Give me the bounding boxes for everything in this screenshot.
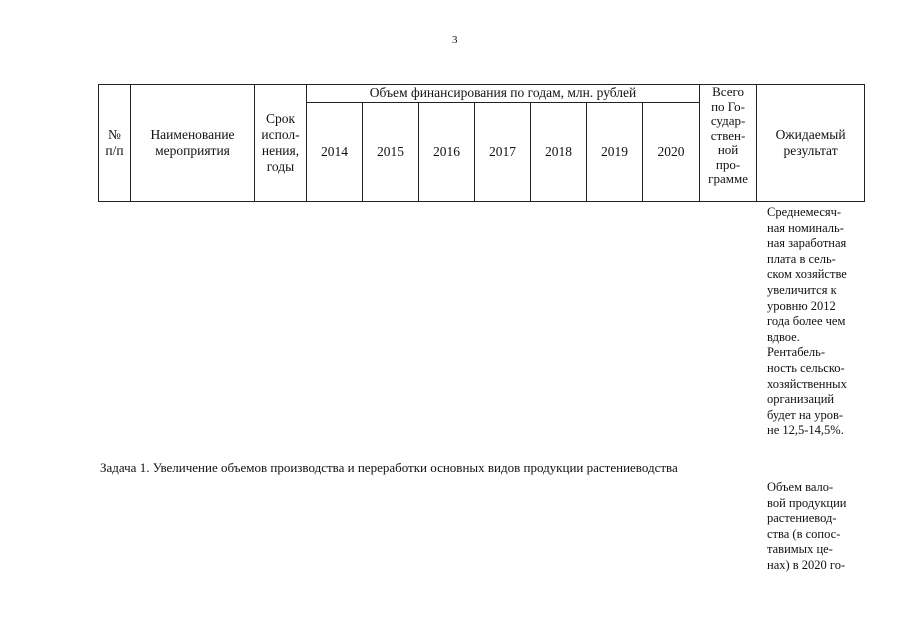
year-header: 2016: [419, 103, 475, 202]
col-header-total: Всего по Го- судар- ствен- ной про- грамме: [700, 85, 757, 202]
year-header: 2017: [475, 103, 531, 202]
page-number: 3: [452, 34, 458, 46]
expected-result-text: Объем вало- вой продукции растениевод- ства (в сопос- тавимых це- нах) в 2020 го-: [767, 480, 847, 572]
col-header-number: № п/п: [99, 85, 131, 202]
table-header: [98, 84, 865, 202]
col-header-term: Срок испол- нения, годы: [255, 85, 307, 202]
funding-header: Объем финансирования по годам, млн. рублей: [307, 85, 700, 103]
year-header: 2015: [363, 103, 419, 202]
task-heading: Задача 1. Увеличение объемов производства и переработки основных видов продукции растениеводства: [100, 460, 678, 475]
year-header: 2018: [531, 103, 587, 202]
col-header-result: Ожидаемый результат: [757, 85, 865, 202]
col-header-name: Наименование мероприятия: [131, 85, 255, 202]
year-header: 2019: [587, 103, 643, 202]
expected-result-text: Среднемесяч- ная номиналь- ная заработная плата в сель- ском хозяйстве увеличится к уровню 2012 года более чем вдвое. Рентабель- ность сельско- хозяйственных организаций будет на уров- не 12,5-14,5%.: [767, 205, 847, 438]
year-header: 2014: [307, 103, 363, 202]
year-header: 2020: [643, 103, 700, 202]
